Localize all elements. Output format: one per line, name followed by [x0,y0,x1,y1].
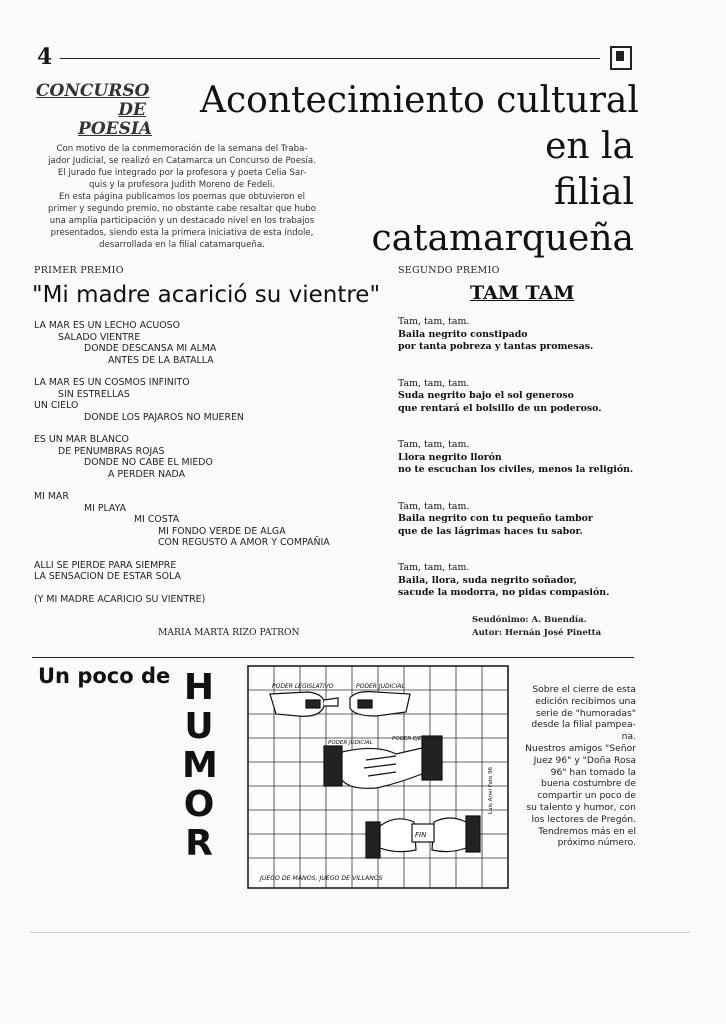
poem-2-line: Tam, tam, tam. [398,562,470,573]
poem-2-line: Tam, tam, tam. [398,439,470,450]
cartoon-label-hand-1: PODER JUDICIAL [328,740,373,746]
poem-2-line: Baila negrito con tu pequeño tambor [398,513,593,524]
poem-2-line: no te escuchan los civiles, menos la religión. [398,464,634,475]
humor-letter: R [185,823,213,864]
cartoon-caption: JUEGO DE MANOS, JUEGO DE VILLANOS [260,875,383,882]
cartoon-fin: FIN [415,831,427,839]
poem-1-line: MI COSTA [134,514,180,525]
section-divider [32,657,634,658]
intro-line: jador Judicial, se realizó en Catamarca un Concurso de Poesía. [48,156,316,166]
poem-2-stanza [398,316,698,354]
poem-1-stanza [34,594,374,606]
humor-letter: O [183,784,215,825]
headline-line-2: en la [545,126,634,167]
poem-1-line: SALADO VIENTRE [58,331,141,343]
poem-2-stanza [398,501,698,539]
poem-1-line: ANTES DE LA BATALLA [108,354,214,366]
poem-1-author: MARIA MARTA RIZO PATRON [158,627,300,638]
header-rule [60,58,600,59]
poem-1-line: MI PLAYA [84,502,127,514]
intro-line: presentados, siendo esta la primera iniciativa de esta índole, [50,228,314,238]
humor-letter: U [184,706,214,747]
humor-text-line: Nuestros amigos "Señor [525,742,636,754]
pointing-hand-right [350,692,410,716]
poem-2-line: Tam, tam, tam. [398,316,470,327]
humor-text-line: su talento y humor, con [526,801,636,813]
intro-line: Con motivo de la conmemoración de la semana del Traba- [56,144,308,154]
humor-paragraph [520,684,636,849]
poem-1-line: LA SENSACION DE ESTAR SOLA [34,571,181,582]
poem-1-line: SIN ESTRELLAS [58,388,130,400]
intro-line: desarrollada en la filial catamarqueña. [99,240,265,250]
bottom-rule [30,932,690,933]
poem-1-stanza [34,491,374,549]
segundo-premio-label: SEGUNDO PREMIO [398,265,500,276]
headline-line-3: filial [553,172,634,213]
poem-1-body [34,320,374,616]
poem-2-line: que rentará el bolsillo de un poderoso. [398,402,602,414]
poem-1-line: MI MAR [34,491,69,502]
poem-2-line: Tam, tam, tam. [398,377,470,389]
poem-1-line: ALLI SE PIERDE PARA SIEMPRE [34,559,177,571]
humor-text-line: na. [621,731,636,743]
humor-text-line: Tendremos más en el [538,825,636,837]
humor-text-line: Juez 96" y "Doña Rosa [533,754,636,766]
poem-1-line: UN CIELO [34,400,79,411]
humor-letter: H [183,667,215,708]
poem-2-stanza [398,562,698,600]
poem-1-line: DONDE DESCANSA MI ALMA [84,343,217,354]
poem-1-line: A PERDER NADA [108,468,186,480]
poem-2-body [398,316,698,624]
headline-line-1: Acontecimiento cultural [200,80,639,121]
poem-1-line: (Y MI MADRE ACARICIO SU VIENTRE) [34,593,206,605]
humor-text-line: serie de "humoradas" [535,707,636,719]
poem-1-line: MI FONDO VERDE DE ALGA [158,525,286,537]
intro-line: quis y la profesora Judith Moreno de Fedeli. [89,180,275,190]
section-logo-icon [610,46,632,70]
poem-1-title: "Mi madre acarició su vientre" [32,282,381,308]
poem-2-line: Suda negrito bajo el sol generoso [398,390,574,401]
intro-line: primer y segundo premio, no obstante cabe resaltar que hubo [48,204,316,214]
humor-text-line: los lectores de Pregón. [531,813,636,825]
poem-1-stanza [34,377,374,423]
poem-1-line: DE PENUMBRAS ROJAS [58,445,165,457]
concurso-line-1: CONCURSO [36,81,150,101]
humor-text-line: próximo número. [557,837,636,849]
poem-1-line: ES UN MAR BLANCO [34,434,129,445]
humor-text-line: 96" han tomado la [550,766,636,778]
intro-line: En esta página publicamos los poemas que obtuvieron el [58,192,306,202]
poem-1-stanza [34,560,374,583]
headline-line-4: catamarqueña [371,218,634,259]
concurso-line-3: POESIA [78,119,152,139]
primer-premio-label: PRIMER PREMIO [34,265,124,276]
poem-1-line: CON REGUSTO A AMOR Y COMPAÑIA [158,537,330,548]
poem-2-author: Autor: Hernán José Pinetta [472,628,602,638]
concurso-heading [36,82,152,139]
poem-2-line: sacude la modorra, no pidas compasión. [398,587,610,598]
poem-2-line: Tam, tam, tam. [398,500,470,512]
humor-heading-letters [182,668,216,863]
cartoon-label-left: PODER LEGISLATIVO [272,683,334,690]
poem-2-stanza [398,439,698,477]
poem-1-line: DONDE NO CABE EL MIEDO [84,457,213,468]
humor-text-line: buena costumbre de [541,778,636,790]
poem-2-pseudonym: Seudónimo: A. Buendía. [472,615,587,625]
poem-2-signature [472,614,601,640]
poem-2-line: que de las lágrimas haces tu sabor. [398,525,583,537]
page-number: 4 [37,44,53,70]
poem-2-title: TAM TAM [470,282,575,304]
humor-text-line: compartir un poco de [537,790,636,802]
poem-1-line: DONDE LOS PAJAROS NO MUEREN [84,411,244,423]
humor-cartoon [246,664,510,890]
humor-letter: M [182,745,218,786]
intro-line: una amplia participación y un destacado nivel en los trabajos [49,216,315,226]
poem-1-stanza [34,434,374,480]
poem-2-line: Llora negrito llorón [398,451,502,463]
poem-2-stanza [398,378,698,416]
humor-heading-prefix: Un poco de [38,664,171,688]
poem-2-line: por tanta pobreza y tantas promesas. [398,341,594,352]
intro-line: El jurado fue integrado por la profesora y poeta Celia Sar- [57,168,307,178]
humor-text-line: Sobre el cierre de esta [532,684,636,695]
cartoon-signature: Luis Ariel Fato 96 [488,766,494,814]
concurso-line-2: DE [118,100,146,120]
cartoon-label-hand-2: PODER EJECUTIVO [392,736,443,742]
cartoon-label-mid: PODER JUDICIAL [356,683,405,690]
poem-2-line: Baila negrito constipado [398,328,528,340]
poem-1-line: LA MAR ES UN LECHO ACUOSO [34,320,181,331]
humor-text-line: desde la filial pampea- [531,719,636,731]
headline [200,78,639,262]
poem-1-line: LA MAR ES UN COSMOS INFINITO [34,377,190,388]
poem-2-line: Baila, llora, suda negrito soñador, [398,574,578,586]
humor-text-line: edición recibimos una [535,695,636,707]
poem-1-stanza [34,320,374,366]
